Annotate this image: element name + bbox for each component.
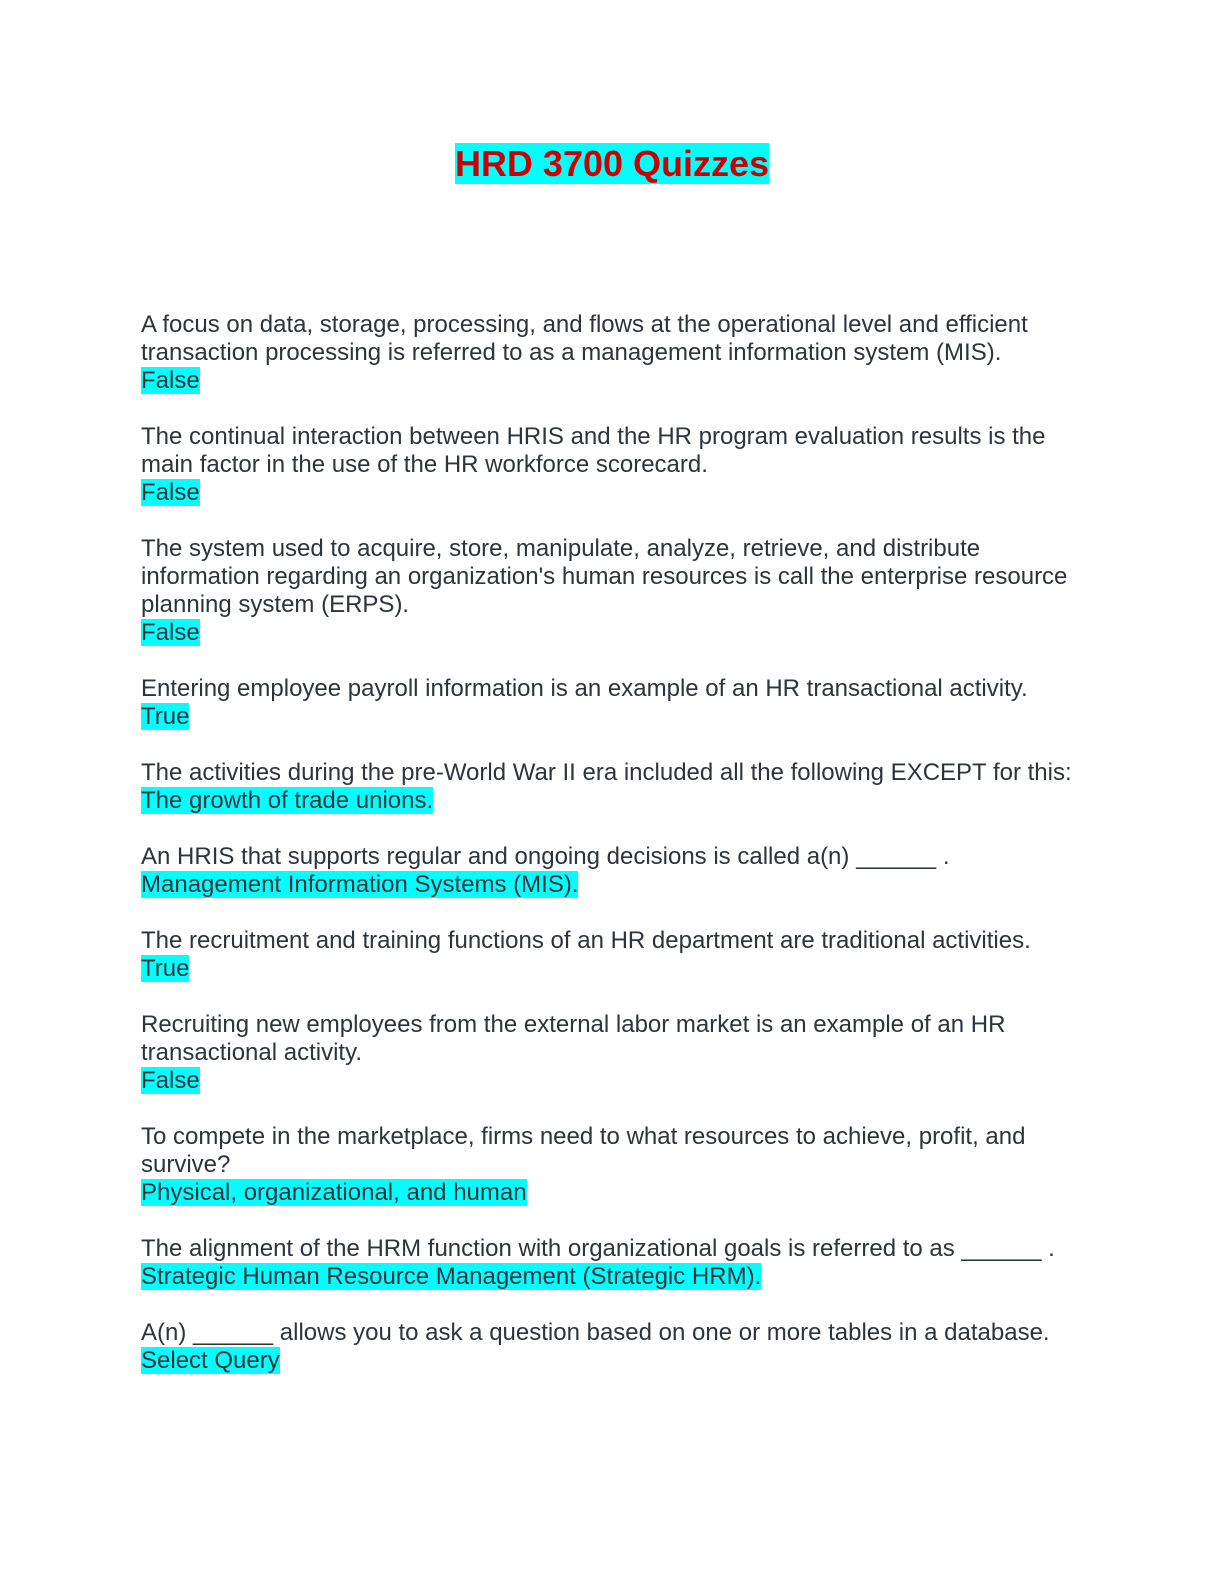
question-text: The recruitment and training functions of an HR department are traditional activities. <box>141 927 1031 954</box>
qa-block <box>141 1235 1096 1291</box>
answer-text: Physical, organizational, and human <box>141 1179 527 1206</box>
qa-block <box>141 1123 1096 1207</box>
qa-block <box>141 759 1096 815</box>
page-title-text: HRD 3700 Quizzes <box>454 143 770 184</box>
answer-text: False <box>141 1067 200 1094</box>
qa-block <box>141 1011 1096 1095</box>
page-title <box>141 144 1083 184</box>
question-text: The activities during the pre-World War II era included all the following EXCEPT for this: <box>141 759 1072 786</box>
qa-block <box>141 311 1096 395</box>
qa-block <box>141 1319 1096 1375</box>
answer-text: False <box>141 367 200 394</box>
question-text: Entering employee payroll information is an example of an HR transactional activity. <box>141 675 1028 702</box>
answer-text: The growth of trade unions. <box>141 787 434 814</box>
question-text: A focus on data, storage, processing, and flows at the operational level and efficient transaction processing is referred to as a management information system (MIS). <box>141 311 1028 366</box>
answer-text: Select Query <box>141 1347 280 1374</box>
answer-text: Management Information Systems (MIS). <box>141 871 579 898</box>
qa-block <box>141 843 1096 899</box>
question-text: The alignment of the HRM function with organizational goals is referred to as ______ . <box>141 1235 1055 1262</box>
question-text: To compete in the marketplace, firms need to what resources to achieve, profit, and survive? <box>141 1123 1026 1178</box>
answer-text: True <box>141 703 190 730</box>
question-text: An HRIS that supports regular and ongoing decisions is called a(n) ______ . <box>141 843 950 870</box>
qa-block <box>141 675 1096 731</box>
answer-text: True <box>141 955 190 982</box>
question-text: The continual interaction between HRIS and the HR program evaluation results is the main factor in the use of the HR workforce scorecard. <box>141 423 1046 478</box>
answer-text: Strategic Human Resource Management (Strategic HRM). <box>141 1263 762 1290</box>
question-text: The system used to acquire, store, manipulate, analyze, retrieve, and distribute information regarding an organization's human resources is call the enterprise resource planning system (ERPS). <box>141 535 1068 618</box>
question-text: A(n) ______ allows you to ask a question based on one or more tables in a database. <box>141 1319 1050 1346</box>
qa-block <box>141 927 1096 983</box>
answer-text: False <box>141 619 200 646</box>
question-text: Recruiting new employees from the external labor market is an example of an HR transactional activity. <box>141 1011 1006 1066</box>
qa-block <box>141 535 1096 647</box>
qa-block <box>141 423 1096 507</box>
answer-text: False <box>141 479 200 506</box>
qa-list <box>141 311 1096 1375</box>
